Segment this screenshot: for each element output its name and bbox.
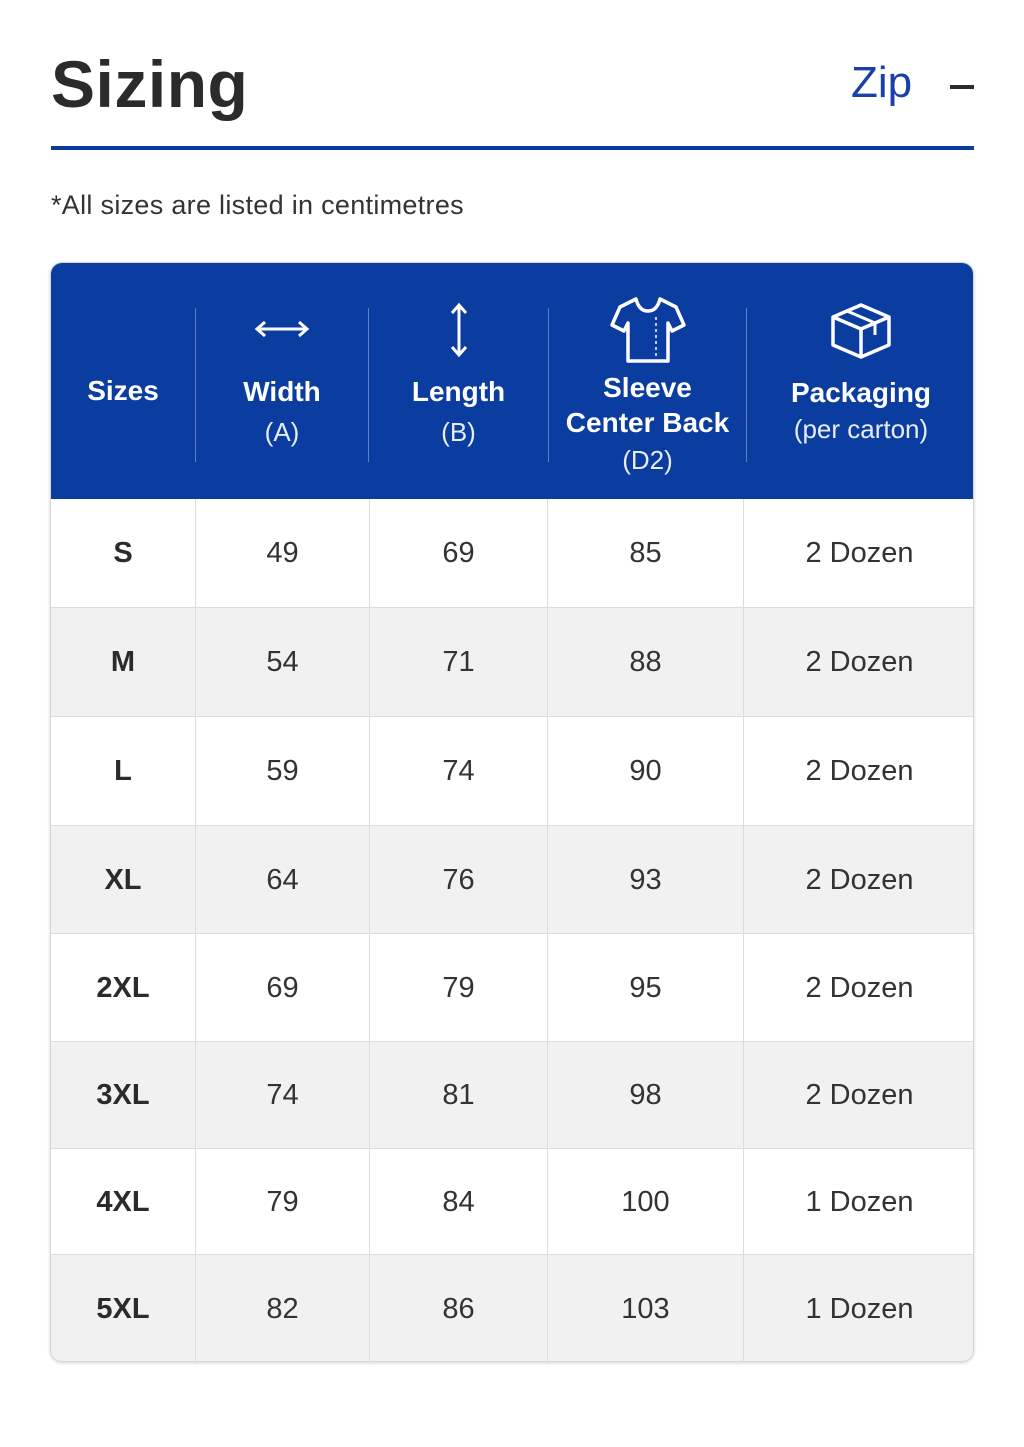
column-divider: [547, 499, 548, 1362]
cell-size: M: [110, 646, 136, 678]
table-row: [51, 499, 974, 608]
cell-length: 86: [442, 1292, 475, 1325]
column-header-length: [369, 263, 548, 499]
column-sublabel: (A): [264, 417, 300, 447]
cell-packaging: 2 Dozen: [805, 537, 914, 569]
column-label-line1: Sleeve: [603, 372, 692, 403]
column-header-sizes: [51, 263, 195, 499]
cell-sleeve: 100: [621, 1185, 670, 1218]
cell-width: 49: [266, 537, 299, 569]
horizontal-arrow-icon: [253, 319, 311, 344]
column-header-packaging: [747, 263, 974, 499]
cell-size: 2XL: [96, 971, 150, 1004]
table-row: [51, 717, 974, 826]
column-sublabel: (D2): [622, 445, 673, 475]
column-divider: [369, 499, 370, 1362]
column-divider: [743, 499, 744, 1362]
cell-size: L: [114, 755, 132, 787]
cell-size: 3XL: [96, 1079, 150, 1111]
cell-width: 54: [266, 646, 299, 678]
column-sublabel: (per carton): [793, 414, 929, 444]
cell-width: 74: [266, 1079, 299, 1111]
column-divider: [195, 499, 196, 1362]
column-label: Packaging: [790, 377, 932, 408]
cell-length: 71: [442, 646, 475, 678]
table-row: [51, 826, 974, 934]
table-row: [51, 934, 974, 1042]
cell-sleeve: 85: [629, 537, 662, 569]
table-row: [51, 1042, 974, 1149]
sizing-header: [51, 40, 974, 150]
cell-sleeve: 98: [629, 1079, 662, 1111]
cell-length: 74: [442, 755, 475, 787]
cell-size: 5XL: [96, 1292, 150, 1325]
column-label: Sizes: [87, 375, 159, 406]
zip-link[interactable]: Zip: [851, 58, 913, 107]
cell-packaging: 2 Dozen: [805, 863, 914, 896]
column-label-line2: Center Back: [565, 407, 730, 438]
cell-width: 79: [266, 1185, 299, 1218]
column-sublabel: (B): [441, 417, 476, 447]
table-row: [51, 1149, 974, 1255]
cell-size: S: [113, 537, 133, 569]
cell-length: 76: [442, 863, 475, 896]
units-note: *All sizes are listed in centimetres: [51, 190, 464, 220]
cell-size: 4XL: [96, 1185, 150, 1218]
cell-packaging: 2 Dozen: [805, 646, 914, 678]
table-header: [51, 263, 974, 499]
cell-length: 69: [442, 537, 475, 569]
cell-width: 82: [266, 1292, 299, 1325]
column-header-width: [196, 263, 368, 499]
cell-packaging: 1 Dozen: [805, 1185, 914, 1218]
cell-length: 81: [442, 1079, 475, 1111]
vertical-arrow-icon: [448, 301, 470, 364]
minus-icon[interactable]: [950, 70, 974, 100]
cell-sleeve: 90: [629, 755, 662, 787]
cell-length: 79: [442, 971, 475, 1004]
cell-width: 69: [266, 971, 299, 1004]
header-divider: [51, 146, 974, 150]
box-icon: [829, 301, 893, 366]
tshirt-icon: [610, 295, 686, 370]
cell-sleeve: 95: [629, 971, 662, 1004]
cell-packaging: 2 Dozen: [805, 755, 914, 787]
cell-packaging: 1 Dozen: [805, 1292, 914, 1325]
cell-sleeve: 93: [629, 863, 662, 896]
cell-packaging: 2 Dozen: [805, 1079, 914, 1111]
column-label: Width: [243, 376, 321, 407]
column-label: Length: [411, 376, 506, 407]
cell-width: 59: [266, 755, 299, 787]
cell-sleeve: 88: [629, 646, 662, 678]
cell-packaging: 2 Dozen: [805, 971, 914, 1004]
table-row: [51, 608, 974, 717]
table-row: [51, 1255, 974, 1362]
cell-sleeve: 103: [621, 1292, 670, 1325]
cell-width: 64: [266, 863, 299, 896]
cell-length: 84: [442, 1185, 475, 1218]
size-table: [50, 262, 974, 1362]
column-header-sleeve: [549, 263, 746, 499]
cell-size: XL: [104, 863, 142, 896]
page-title: Sizing: [51, 47, 249, 121]
